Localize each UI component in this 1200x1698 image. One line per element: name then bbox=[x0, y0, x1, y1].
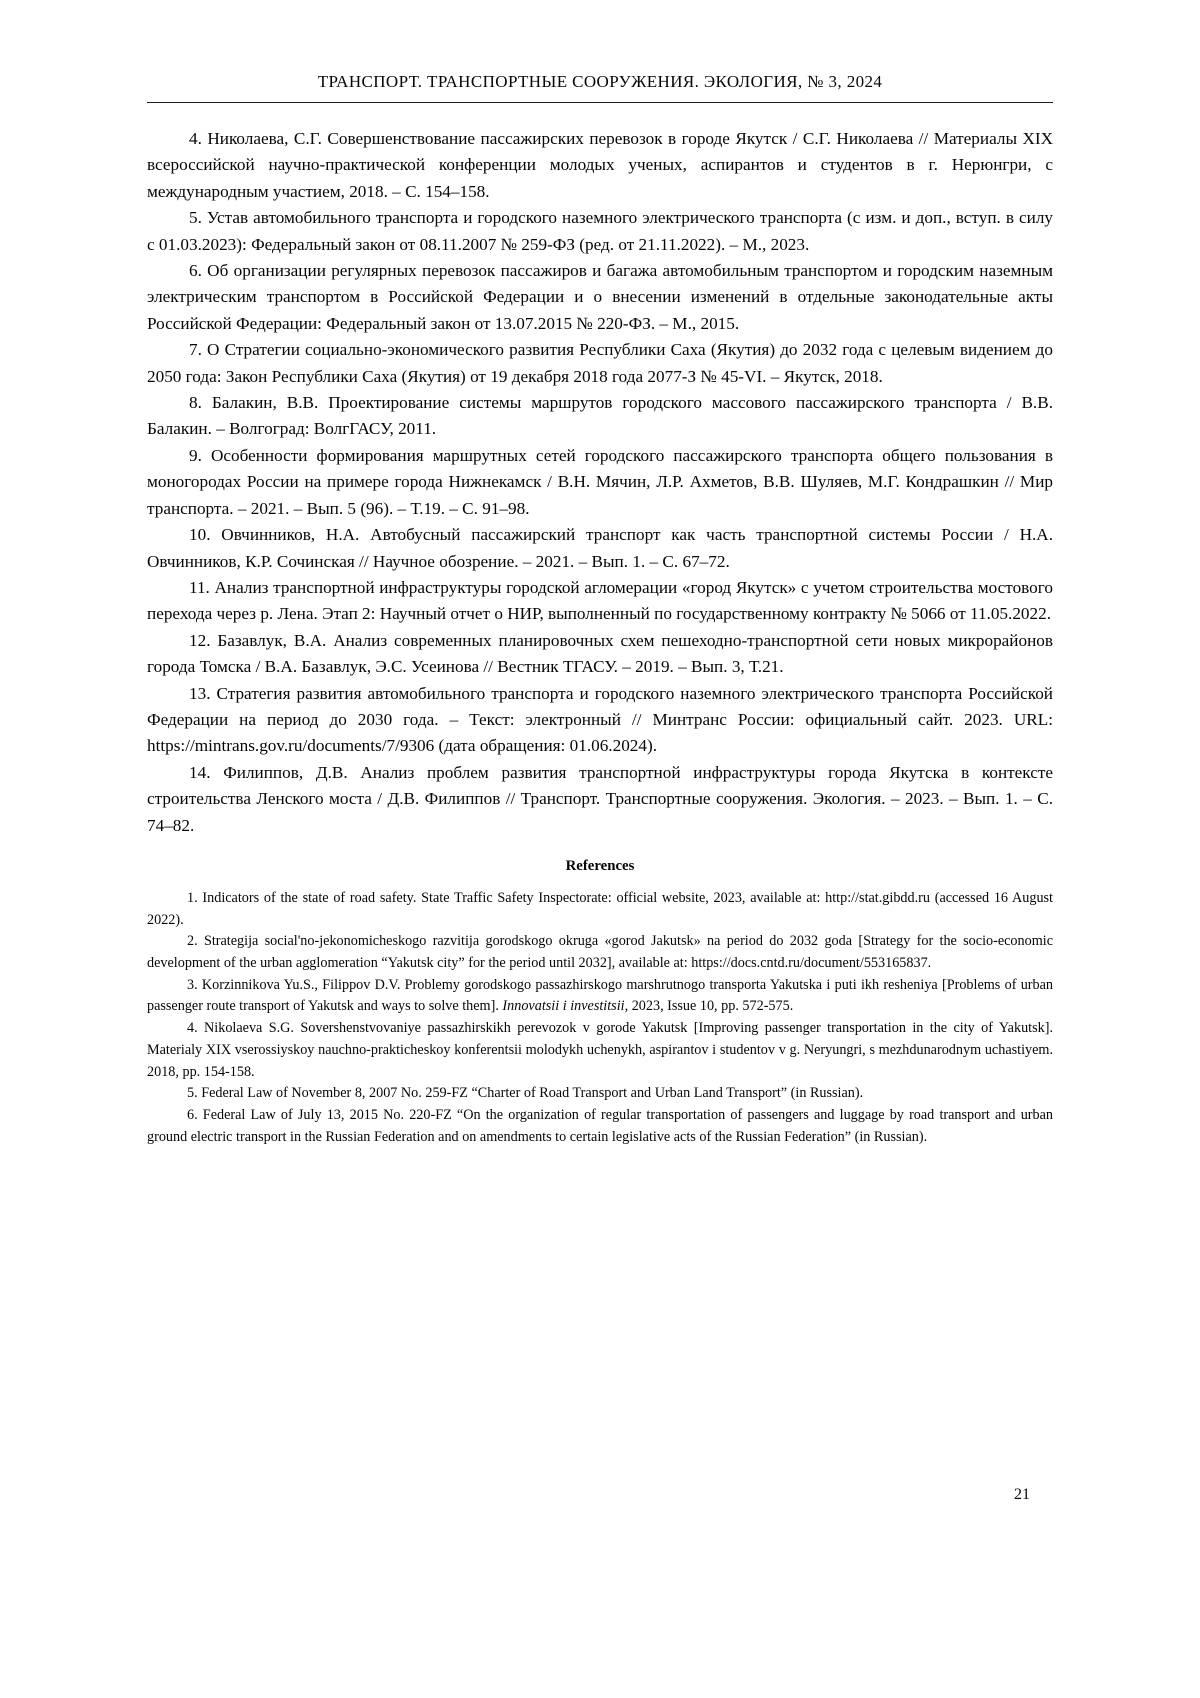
reference-text-segment: 1. Indicators of the state of road safety. State Traffic Safety Inspectorate: official website, 2023, available at: http://stat.gibdd.ru (accessed 16 August 2022). bbox=[147, 889, 1053, 928]
reference-text-segment: 10. Овчинников, Н.А. Автобусный пассажирский транспорт как часть транспортной системы России / Н.А. Овчинников, К.Р. Сочинская // Научное обозрение. – 2021. – Вып. 1. – С. 67–72. bbox=[147, 525, 1053, 571]
reference-item-ru bbox=[147, 337, 1053, 390]
reference-text-segment: 4. Николаева, С.Г. Совершенствование пассажирских перевозок в городе Якутск / С.Г. Николаева // Материалы XIX всероссийской научно-практической конференции молодых ученых, аспирантов и студентов в г. Нерюнгри, с международным участием, 2018. – С. 154–158. bbox=[147, 129, 1053, 201]
reference-text-segment: 6. Federal Law of July 13, 2015 No. 220-FZ “On the organization of regular transportation of passengers and luggage by road transport and urban ground electric transport in the Russian Federation and on amendments to certain legislative acts of the Russian Federation” (in Russian). bbox=[147, 1107, 1053, 1145]
reference-item-ru bbox=[147, 628, 1053, 681]
bibliography-russian-list bbox=[147, 126, 1053, 839]
reference-text-segment: 8. Балакин, В.В. Проектирование системы маршрутов городского массового пассажирского транспорта / В.В. Балакин. – Волгоград: ВолгГАСУ, 2011. bbox=[147, 393, 1053, 439]
reference-item-en bbox=[147, 931, 1053, 974]
reference-item-ru bbox=[147, 575, 1053, 628]
reference-item-ru bbox=[147, 126, 1053, 205]
header-divider bbox=[147, 102, 1053, 103]
running-head bbox=[147, 72, 1053, 103]
page-number: 21 bbox=[1014, 1486, 1030, 1503]
reference-text-segment: 9. Особенности формирования маршрутных сетей городского пассажирского транспорта общего пользования в моногородах России на примере города Нижнекамск / В.Н. Мячин, Л.Р. Ахметов, В.В. Шуляев, М.Г. Кондрашкин // Мир транспорта. – 2021. – Вып. 5 (96). – Т.19. – С. 91–98. bbox=[147, 445, 1053, 518]
reference-text-segment: 2023, Issue 10, pp. 572-575. bbox=[628, 998, 794, 1015]
references-english-list bbox=[147, 888, 1053, 1148]
reference-text-segment: 4. Nikolaeva S.G. Sovershenstvovaniye passazhirskikh perevozok v gorode Yakutsk [Improving passenger transportation in the city of Yakutsk]. Materialy XIX vserossiyskoy nauchno-prakticheskoy konferentsii molodykh uchenykh, aspirantov i studentov v g. Neryungri, s mezhdunarodnym uchastiyem. 2018, pp. 154-158. bbox=[147, 1020, 1053, 1080]
reference-item-en bbox=[147, 1018, 1053, 1083]
reference-item-en bbox=[147, 1105, 1053, 1148]
reference-item-ru bbox=[147, 390, 1053, 443]
reference-item-ru bbox=[147, 681, 1053, 760]
reference-item-ru bbox=[147, 760, 1053, 839]
reference-text-segment: 2. Strategija social'no-jekonomicheskogo razvitija gorodskogo okruga «gorod Jakutsk» na period do 2032 goda [Strategy for the socio-economic development of the urban agglomeration “Yakutsk city” for the period until 2032], available at: https://docs.cntd.ru/document/553165837. bbox=[147, 933, 1053, 972]
reference-text-segment: 6. Об организации регулярных перевозок пассажиров и багажа автомобильным транспортом и городским наземным электрическим транспортом в Российской Федерации и о внесении изменений в отдельные законодательные акты Российской Федерации: Федеральный закон от 13.07.2015 № 220-ФЗ. – М., 2015. bbox=[147, 261, 1053, 333]
reference-text-segment: 3. Korzinnikova Yu.S., Filippov D.V. Problemy gorodskogo passazhirskogo marshrutnogo transporta Yakutska i puti ikh resheniya [Problems of urban passenger route transport of Yakutsk and ways to solve them]. bbox=[147, 976, 1053, 1015]
reference-text-segment: 7. О Стратегии социально-экономического развития Республики Саха (Якутия) до 2032 года с целевым видением до 2050 года: Закон Республики Саха (Якутия) от 19 декабря 2018 года 2077-З № 45-VI. – Якутск, 2018. bbox=[147, 340, 1053, 386]
reference-italic-segment: Innovatsii i investitsii, bbox=[502, 998, 629, 1015]
reference-text-segment: 5. Устав автомобильного транспорта и городского наземного электрического транспорта (с изм. и доп., вступ. в силу с 01.03.2023): Федеральный закон от 08.11.2007 № 259-ФЗ (ред. от 21.11.2022). – М., 2023. bbox=[147, 208, 1053, 254]
reference-item-en bbox=[147, 888, 1053, 931]
reference-item-ru bbox=[147, 443, 1053, 522]
references-heading: References bbox=[565, 857, 635, 874]
journal-title: ТРАНСПОРТ. ТРАНСПОРТНЫЕ СООРУЖЕНИЯ. ЭКОЛОГИЯ, № 3, 2024 bbox=[317, 72, 883, 91]
reference-text-segment: 12. Базавлук, В.А. Анализ современных планировочных схем пешеходно-транспортной сети новых микрорайонов города Томска / В.А. Базавлук, Э.С. Усеинова // Вестник ТГАСУ. – 2019. – Вып. 3, Т.21. bbox=[147, 630, 1053, 677]
reference-text-segment: 13. Стратегия развития автомобильного транспорта и городского наземного электрического транспорта Российской Федерации на период до 2030 года. – Текст: электронный // Минтранс России: официальный сайт. 2023. URL: https://mintrans.gov.ru/documents/7/9306 (дата обращения: 01.06.2024). bbox=[147, 683, 1053, 756]
reference-text-segment: 14. Филиппов, Д.В. Анализ проблем развития транспортной инфраструктуры города Якутска в контексте строительства Ленского моста / Д.В. Филиппов // Транспорт. Транспортные сооружения. Экология. – 2023. – Вып. 1. – С. 74–82. bbox=[147, 762, 1053, 835]
reference-item-ru bbox=[147, 205, 1053, 258]
reference-item-ru bbox=[147, 522, 1053, 575]
reference-text-segment: 11. Анализ транспортной инфраструктуры городской агломерации «город Якутск» с учетом строительства мостового перехода через р. Лена. Этап 2: Научный отчет о НИР, выполненный по государственному контракту № 5066 от 11.05.2022. bbox=[147, 577, 1053, 624]
reference-item-en bbox=[147, 975, 1053, 1018]
reference-item-ru bbox=[147, 258, 1053, 337]
reference-text-segment: 5. Federal Law of November 8, 2007 No. 259-FZ “Charter of Road Transport and Urban Land Transport” (in Russian). bbox=[187, 1085, 864, 1102]
reference-item-en bbox=[147, 1083, 1053, 1105]
